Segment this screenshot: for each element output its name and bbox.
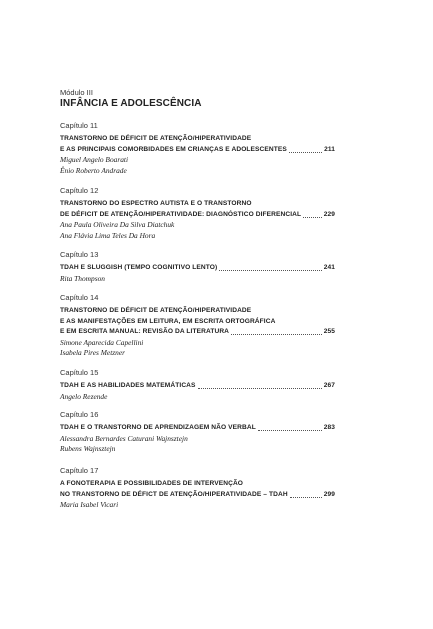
page-number: 211 bbox=[324, 145, 335, 153]
chapter-title-line: E AS MANIFESTAÇÕES EM LEITURA, EM ESCRITA ORTOGRÁFICA bbox=[60, 317, 276, 325]
page-number: 229 bbox=[323, 210, 335, 218]
toc-entry bbox=[60, 293, 335, 359]
module-title: INFÂNCIA E ADOLESCÊNCIA bbox=[60, 98, 202, 109]
toc-entry bbox=[60, 121, 335, 176]
chapter-title-line: TRANSTORNO DE DÉFICIT DE ATENÇÃO/HIPERATIVIDADE bbox=[60, 307, 252, 314]
chapter-title-line bbox=[60, 423, 335, 434]
leader-dots bbox=[303, 216, 322, 218]
author-name: Isabela Pires Metzner bbox=[60, 348, 125, 357]
chapter-title-text: TDAH E SLUGGISH (TEMPO COGNITIVO LENTO) bbox=[60, 264, 218, 271]
chapter-title-text: TDAH E AS HABILIDADES MATEMÁTICAS bbox=[60, 382, 196, 389]
author-name: Ana Paula Oliveira Da Silva Diatchuk bbox=[60, 220, 175, 229]
chapter-label: Capítulo 13 bbox=[60, 250, 99, 259]
leader-dots bbox=[198, 387, 322, 389]
chapter-title-text: NO TRANSTORNO DE DÉFICT DE ATENÇÃO/HIPERATIVIDADE – TDAH bbox=[60, 490, 288, 498]
chapter-label: Capítulo 16 bbox=[60, 410, 99, 419]
toc-entry bbox=[60, 410, 335, 455]
author-name: Miguel Angelo Boarati bbox=[60, 155, 129, 164]
toc-entry bbox=[60, 186, 335, 241]
page-number: 255 bbox=[323, 328, 335, 335]
page-number: 241 bbox=[323, 264, 335, 271]
author-name: Simone Aparecida Capellini bbox=[60, 337, 144, 347]
author-name: Ênio Roberto Andrade bbox=[60, 165, 127, 175]
leader-dots bbox=[258, 429, 322, 431]
chapter-title-line: A FONOTERAPIA E POSSIBILIDADES DE INTERVENÇÃO bbox=[60, 480, 244, 487]
author-name: Angelo Rezende bbox=[60, 391, 108, 401]
module-label: Módulo III bbox=[60, 88, 93, 97]
toc-entry bbox=[60, 466, 335, 511]
leader-dots bbox=[289, 151, 322, 153]
leader-dots bbox=[231, 333, 322, 335]
chapter-title-line bbox=[60, 381, 335, 392]
chapter-title-text: E AS PRINCIPAIS COMORBIDADES EM CRIANÇAS E ADOLESCENTES bbox=[60, 145, 287, 153]
chapter-title-line bbox=[60, 145, 335, 156]
author-name: Ana Flávia Lima Teles Da Hora bbox=[60, 230, 156, 240]
toc-entry bbox=[60, 250, 335, 284]
chapter-title-text: DE DÉFICIT DE ATENÇÃO/HIPERATIVIDADE: DIAGNÓSTICO DIFERENCIAL bbox=[60, 210, 302, 218]
chapter-label: Capítulo 14 bbox=[60, 293, 99, 302]
chapter-title-line bbox=[60, 263, 335, 274]
chapter-title-line bbox=[60, 327, 335, 338]
page-number: 267 bbox=[323, 382, 335, 389]
leader-dots bbox=[219, 269, 321, 271]
chapter-title-line: TRANSTORNO DE DÉFICIT DE ATENÇÃO/HIPERATIVIDADE bbox=[60, 135, 252, 142]
chapter-title-text: TDAH E O TRANSTORNO DE APRENDIZAGEM NÃO VERBAL bbox=[60, 424, 256, 431]
author-name: Rita Thompson bbox=[60, 273, 105, 283]
author-name: Rubens Wajnsztejn bbox=[60, 444, 116, 453]
chapter-title-line bbox=[60, 490, 335, 501]
chapter-title-line bbox=[60, 210, 335, 221]
author-name: Alessandra Bernardes Caturani Wajnsztejn bbox=[60, 433, 188, 443]
page-number: 283 bbox=[323, 424, 335, 431]
chapter-label: Capítulo 12 bbox=[60, 186, 99, 195]
chapter-label: Capítulo 17 bbox=[60, 466, 99, 475]
chapter-label: Capítulo 15 bbox=[60, 368, 99, 377]
chapter-title-line: TRANSTORNO DO ESPECTRO AUTISTA E O TRANSTORNO bbox=[60, 200, 252, 207]
chapter-title-text: E EM ESCRITA MANUAL: REVISÃO DA LITERATURA bbox=[60, 328, 230, 335]
author-name: Maria Isabel Vicari bbox=[60, 500, 119, 509]
toc-entry bbox=[60, 368, 335, 402]
chapter-label: Capítulo 11 bbox=[60, 121, 98, 130]
leader-dots bbox=[290, 496, 322, 498]
page-number: 299 bbox=[323, 490, 335, 498]
